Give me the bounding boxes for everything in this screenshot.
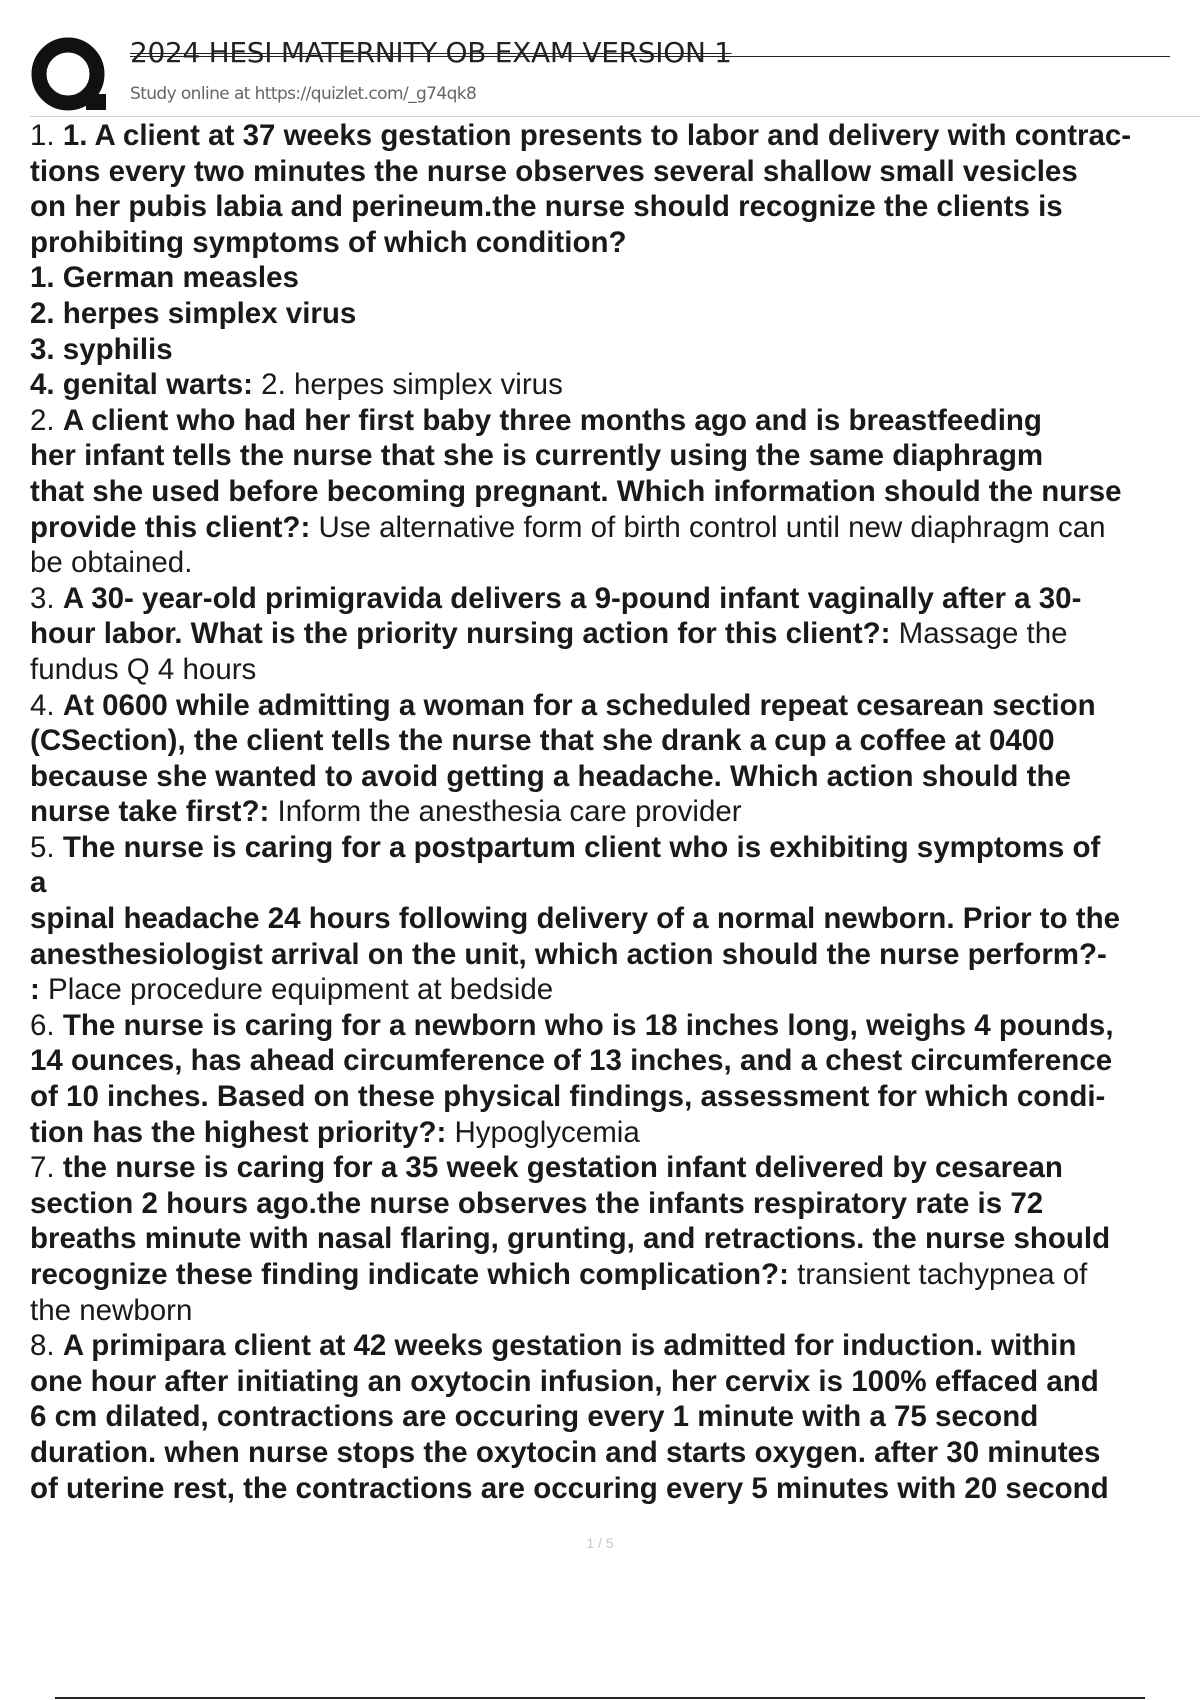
text-line [30,189,1200,225]
text-line [30,1257,1200,1293]
question-text: spinal headache 24 hours following delivery of a normal newborn. Prior to the [30,902,1121,936]
text-line [30,865,1200,901]
text-line [30,1471,1200,1507]
document-title: 2024 HESI MATERNITY OB EXAM VERSION 1 [130,36,732,69]
text-line [30,972,1200,1008]
answer-text: Use alternative form of birth control until new diaphragm can [318,510,1106,544]
question-text: of uterine rest, the contractions are occuring every 5 minutes with 20 second [30,1471,1109,1505]
answer-text: the newborn [30,1293,193,1327]
text-line [30,652,1200,688]
answer-text: Hypoglycemia [454,1115,640,1149]
question-text: a [30,866,47,900]
answer-text: 1. [30,119,63,152]
question-text: 14 ounces, has ahead circumference of 13 inches, and a chest circumference [30,1044,1113,1078]
question-text: The nurse is caring for a postpartum client who is exhibiting symptoms of [62,830,1101,864]
text-line [30,581,1200,617]
question-text: A primipara client at 42 weeks gestation is admitted for induction. within [62,1329,1077,1363]
text-line [30,901,1200,937]
question-text: tion has the highest priority?: [30,1115,455,1149]
question-text: nurse take first?: [30,795,278,829]
question-text: A client who had her first baby three months ago and is breastfeeding [62,403,1042,437]
text-line [30,332,1200,368]
text-line [30,403,1200,439]
question-text: 2. herpes simplex virus [30,296,357,330]
answer-text: Place procedure equipment at bedside [48,973,554,1007]
answer-text: Massage the [898,617,1068,651]
answer-text: 2. [30,403,63,437]
question-text: recognize these finding indicate which complication?: [30,1258,798,1291]
answer-text: Inform the anesthesia care provider [277,795,742,829]
question-text: tions every two minutes the nurse observes several shallow small vesicles [30,154,1078,188]
document-header [30,28,1170,118]
question-text: the nurse is caring for a 35 week gestation infant delivered by cesarean [62,1151,1063,1185]
quizlet-logo-icon [30,36,112,118]
answer-text: 6. [30,1008,63,1042]
answer-text: be obtained. [30,546,193,580]
header-divider [30,116,1200,117]
text-line [30,616,1200,652]
answer-text: 2. herpes simplex virus [261,368,563,402]
question-text: 1. German measles [30,261,299,295]
text-line [30,510,1200,546]
answer-text: 4. [30,688,63,722]
footer-divider [55,1697,1145,1699]
text-line [30,545,1200,581]
text-line [30,1150,1200,1186]
text-line [30,260,1200,296]
question-text: of 10 inches. Based on these physical findings, assessment for which condi- [30,1080,1106,1114]
text-line [30,1435,1200,1471]
text-line [30,1293,1200,1329]
question-text: (CSection), the client tells the nurse that she drank a cup a coffee at 0400 [30,724,1055,758]
text-line [30,1399,1200,1435]
question-text: because she wanted to avoid getting a headache. Which action should the [30,759,1071,793]
text-line [30,723,1200,759]
question-text: The nurse is caring for a newborn who is 18 inches long, weighs 4 pounds, [62,1008,1114,1042]
title-rule [130,56,1170,57]
text-line [30,759,1200,795]
text-line [30,1079,1200,1115]
question-text: one hour after initiating an oxytocin infusion, her cervix is 100% effaced and [30,1364,1099,1398]
text-line [30,1043,1200,1079]
question-text: that she used before becoming pregnant. Which information should the nurse [30,474,1122,508]
answer-text: fundus Q 4 hours [30,652,257,686]
question-text: 3. syphilis [30,332,173,366]
text-line [30,1364,1200,1400]
text-line [30,1328,1200,1364]
question-text: anesthesiologist arrival on the unit, which action should the nurse perform?- [30,937,1107,971]
text-line [30,937,1200,973]
text-line [30,1008,1200,1044]
question-text: prohibiting symptoms of which condition? [30,225,627,259]
question-text: At 0600 while admitting a woman for a scheduled repeat cesarean section [62,688,1096,722]
text-line [30,794,1200,830]
text-line [30,688,1200,724]
text-line [30,474,1200,510]
answer-text: 7. [30,1151,63,1185]
answer-text: 5. [30,830,63,864]
answer-text: transient tachypnea of [797,1258,1088,1291]
question-text: 4. genital warts: [30,368,262,402]
text-line [30,154,1200,190]
question-text: her infant tells the nurse that she is currently using the same diaphragm [30,439,1044,473]
answer-text: 8. [30,1329,63,1363]
text-line [30,118,1200,154]
text-line [30,1221,1200,1257]
study-online-link[interactable]: Study online at https://quizlet.com/_g74qk8 [130,84,477,104]
question-text: section 2 hours ago.the nurse observes the infants respiratory rate is 72 [30,1186,1044,1220]
text-line [30,225,1200,261]
answer-text: 3. [30,581,63,615]
text-line [30,1186,1200,1222]
question-text: provide this client?: [30,510,319,544]
text-line [30,1115,1200,1151]
question-text: breaths minute with nasal flaring, grunting, and retractions. the nurse should [30,1222,1111,1256]
question-text: duration. when nurse stops the oxytocin and starts oxygen. after 30 minutes [30,1435,1101,1469]
question-list [30,118,1200,1506]
question-text: 6 cm dilated, contractions are occuring every 1 minute with a 75 second [30,1400,1039,1434]
text-line [30,367,1200,403]
text-line [30,830,1200,866]
question-text: on her pubis labia and perineum.the nurse should recognize the clients is [30,190,1063,224]
page-number: 1 / 5 [586,1535,614,1551]
question-text: A 30- year-old primigravida delivers a 9-pound infant vaginally after a 30- [62,581,1082,615]
question-text: : [30,973,49,1007]
text-line [30,438,1200,474]
question-text: 1. A client at 37 weeks gestation presents to labor and delivery with contrac- [62,119,1132,152]
text-line [30,296,1200,332]
question-text: hour labor. What is the priority nursing action for this client?: [30,617,899,651]
